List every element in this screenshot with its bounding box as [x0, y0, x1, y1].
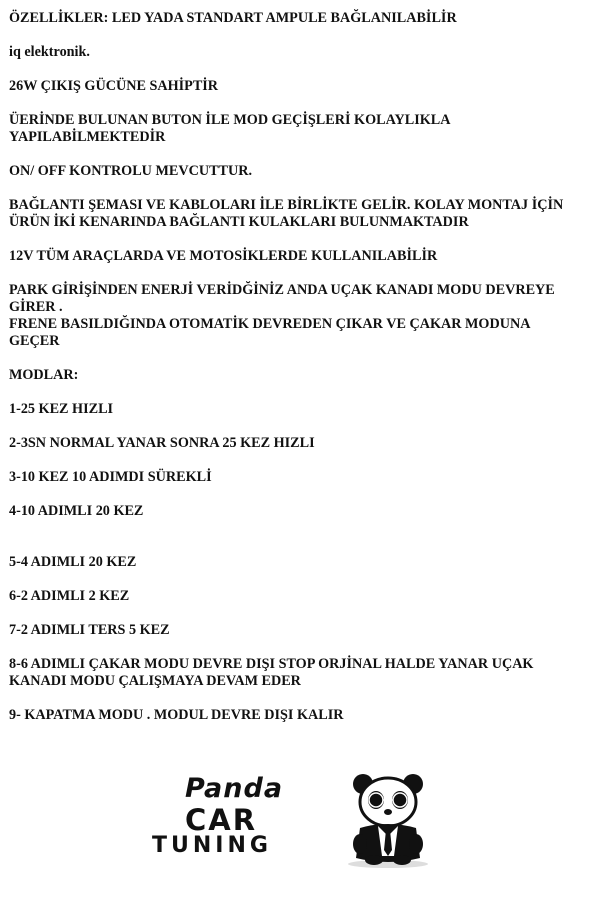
line-button: ÜERİNDE BULUNAN BUTON İLE MOD GEÇİŞLERİ KOLAYLIKLA YAPILABİLMEKTEDİR — [9, 112, 451, 145]
line-park: PARK GİRİŞİNDEN ENERJİ VERİDĞİNİZ ANDA UÇAK KANADI MODU DEVREYE GİRER . FRENE BASILDIĞINDA OTOMATİK DEVREDEN ÇIKAR VE ÇAKAR MODUNA GEÇER — [9, 282, 555, 349]
line-wiring: BAĞLANTI ŞEMASI VE KABLOLARI İLE BİRLİKTE GELİR. KOLAY MONTAJ İÇİN ÜRÜN İKİ KENARINDA BAĞLANTI KULAKLARI BULUNMAKTADIR — [9, 197, 564, 230]
logo-car: CAR — [185, 803, 258, 837]
logo-brand: Panda — [185, 773, 284, 804]
line-brand: iq elektronik. — [9, 44, 90, 60]
mode-item: 1-25 KEZ HIZLI — [9, 401, 114, 417]
mode-item: 3-10 KEZ 10 ADIMDI SÜREKLİ — [9, 469, 212, 485]
line-features: ÖZELLİKLER: LED YADA STANDART AMPULE BAĞLANILABİLİR — [9, 10, 457, 26]
panda-mascot-icon — [338, 770, 438, 870]
mode-item: 5-4 ADIMLI 20 KEZ — [9, 554, 137, 570]
mode-item: 7-2 ADIMLI TERS 5 KEZ — [9, 622, 170, 638]
logo-tuning: TUNING — [152, 833, 272, 858]
brand-logo — [150, 770, 450, 870]
mode-item: 9- KAPATMA MODU . MODUL DEVRE DIŞI KALIR — [9, 707, 344, 723]
mode-item: 4-10 ADIMLI 20 KEZ — [9, 503, 144, 519]
line-onoff: ON/ OFF KONTROLU MEVCUTTUR. — [9, 163, 253, 179]
line-voltage: 12V TÜM ARAÇLARDA VE MOTOSİKLERDE KULLANILABİLİR — [9, 248, 438, 264]
mode-item: 6-2 ADIMLI 2 KEZ — [9, 588, 130, 604]
modes-heading: MODLAR: — [9, 367, 79, 383]
mode-item: 8-6 ADIMLI ÇAKAR MODU DEVRE DIŞI STOP ORJİNAL HALDE YANAR UÇAK KANADI MODU ÇALIŞMAYA DEVAM EDER — [9, 656, 534, 689]
line-power: 26W ÇIKIŞ GÜCÜNE SAHİPTİR — [9, 78, 219, 94]
product-description — [9, 10, 607, 724]
mode-item: 2-3SN NORMAL YANAR SONRA 25 KEZ HIZLI — [9, 435, 315, 451]
